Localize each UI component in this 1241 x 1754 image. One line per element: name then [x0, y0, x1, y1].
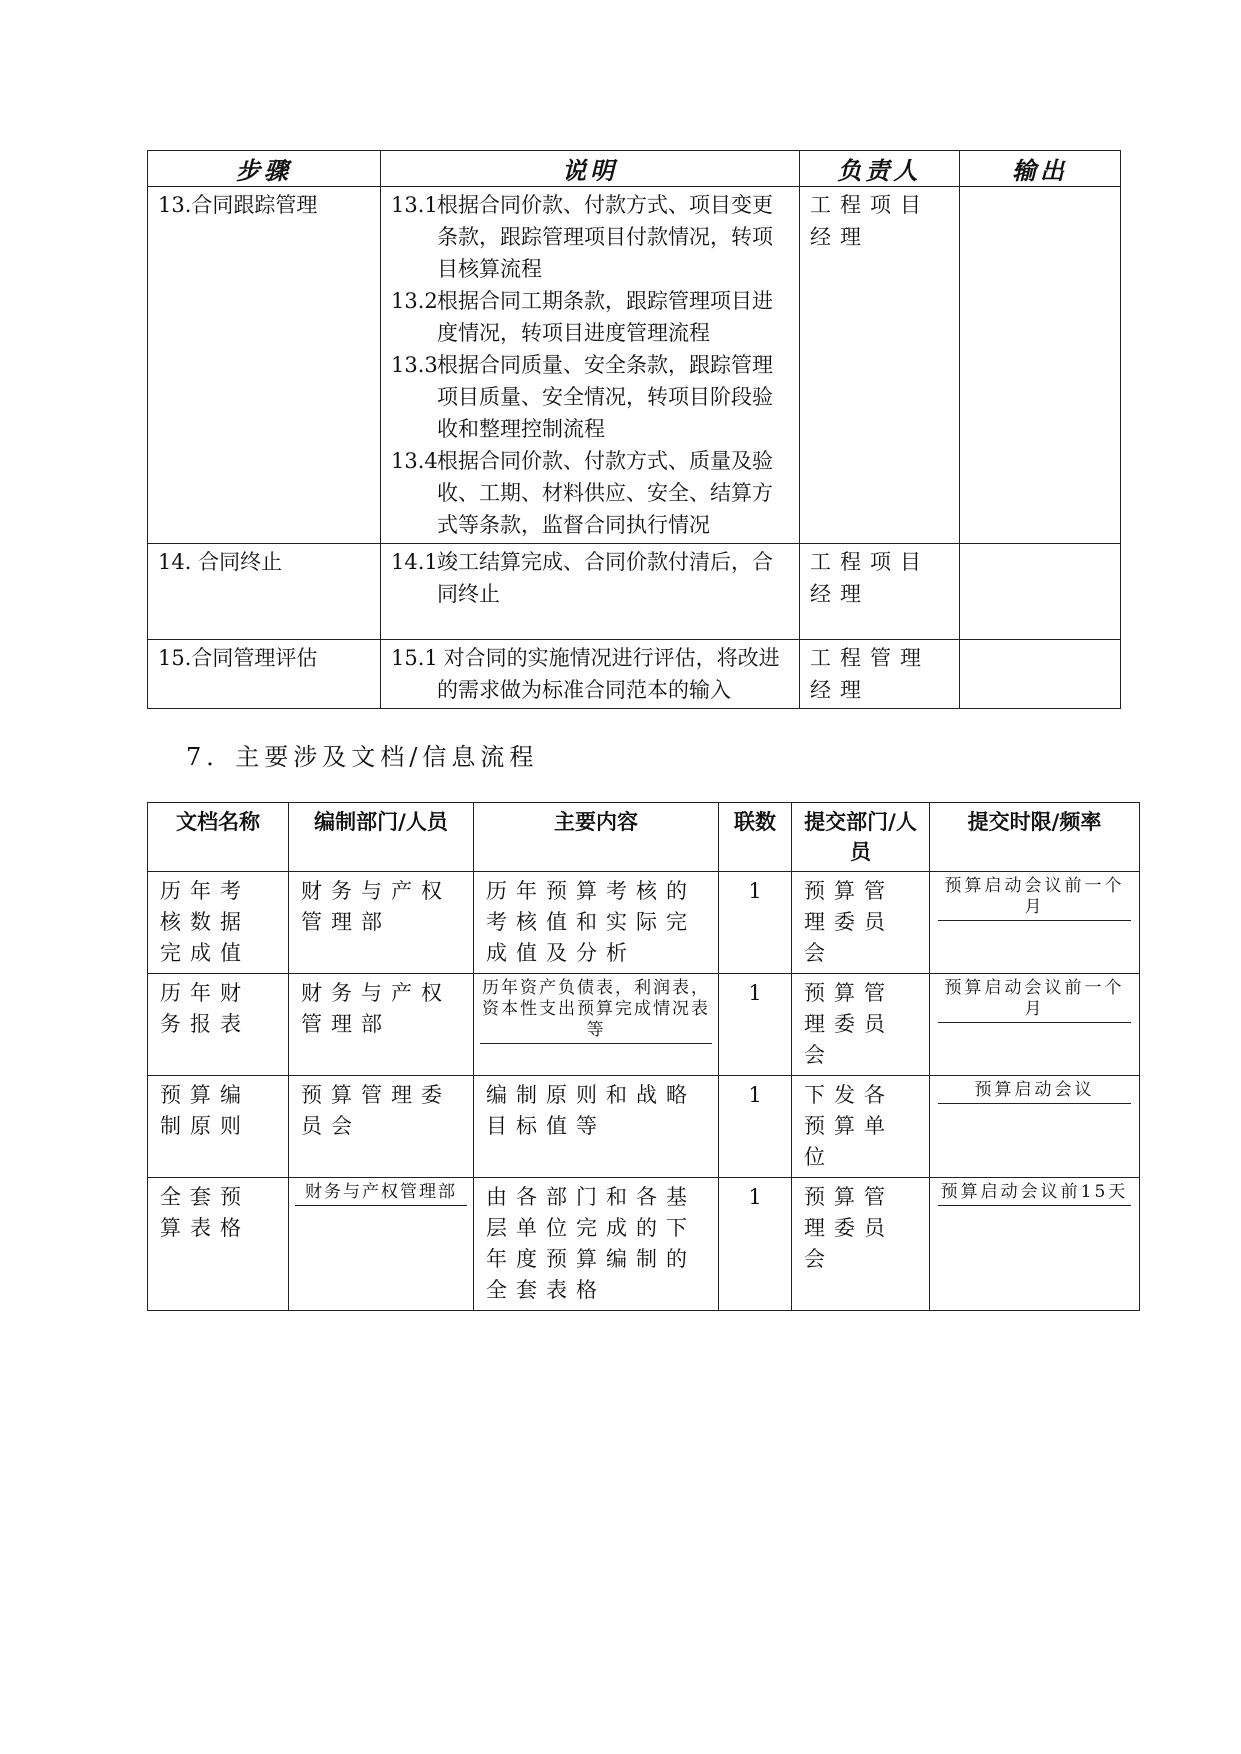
- document-name-cell: 历年考核数据完成值: [148, 872, 289, 974]
- submit-to-cell: 预算管理委员会: [792, 974, 930, 1076]
- document-table-header: [148, 803, 1140, 872]
- header-description: 说明: [381, 151, 800, 187]
- sub-item-number: 15.1: [391, 646, 438, 670]
- table-row: [148, 1076, 1140, 1178]
- deadline-text: 预算启动会议: [938, 1080, 1131, 1104]
- copies-cell: 1: [719, 1178, 792, 1311]
- header-copies: 联数: [719, 803, 792, 872]
- sub-item-number: 13.3: [391, 353, 438, 377]
- sub-item-number: 13.1: [391, 193, 438, 217]
- sub-item-text: 竣工结算完成、合同价款付清后，合同终止: [437, 550, 773, 606]
- table-row: [148, 974, 1140, 1076]
- prepared-by-cell: 财务与产权管理部: [289, 872, 474, 974]
- main-content-cell: 由各部门和各基层单位完成的下年度预算编制的全套表格: [474, 1178, 719, 1311]
- process-table-header: [148, 151, 1121, 187]
- document-name-cell: 预算编制原则: [148, 1076, 289, 1178]
- table-row: [148, 640, 1121, 709]
- header-submit-to: 提交部门/人员: [792, 803, 930, 872]
- prepared-by-text: 财务与产权管理部: [295, 1182, 467, 1206]
- main-content-text: 历年资产负债表，利润表，资本性支出预算完成情况表等: [480, 978, 712, 1044]
- sub-item-text: 根据合同工期条款，跟踪管理项目进度情况，转项目进度管理流程: [437, 289, 773, 345]
- document-flow-table: [147, 802, 1140, 1311]
- submit-to-cell: 预算管理委员会: [792, 872, 930, 974]
- prepared-by-cell: 预算管理委员会: [289, 1076, 474, 1178]
- process-steps-table: [147, 150, 1121, 709]
- sub-item: [391, 445, 791, 541]
- deadline-cell: [930, 872, 1140, 974]
- document-name-cell: 全套预算表格: [148, 1178, 289, 1311]
- deadline-cell: [930, 1076, 1140, 1178]
- sub-item-text: 根据合同价款、付款方式、项目变更条款，跟踪管理项目付款情况，转项目核算流程: [437, 193, 773, 281]
- submit-to-cell: 预算管理委员会: [792, 1178, 930, 1311]
- table-row: [148, 187, 1121, 544]
- sub-item-number: 13.2: [391, 289, 438, 313]
- deadline-text: 预算启动会议前15天: [938, 1182, 1131, 1206]
- section-heading: 7．主要涉及文档/信息流程: [186, 743, 539, 771]
- sub-item-text: 根据合同质量、安全条款，跟踪管理项目质量、安全情况，转项目阶段验收和整理控制流程: [437, 353, 773, 441]
- deadline-cell: [930, 1178, 1140, 1311]
- submit-to-cell: 下发各预算单位: [792, 1076, 930, 1178]
- sub-item-text: 对合同的实施情况进行评估，将改进的需求做为标准合同范本的输入: [437, 646, 780, 702]
- output-cell: [960, 544, 1121, 640]
- owner-cell: 工程项目经理: [800, 544, 960, 640]
- sub-item-text: 根据合同价款、付款方式、质量及验收、工期、材料供应、安全、结算方式等条款，监督合同执行情况: [437, 449, 773, 537]
- sub-item-number: 13.4: [391, 449, 438, 473]
- header-step: 步骤: [148, 151, 381, 187]
- owner-cell: 工程项目经理: [800, 187, 960, 544]
- step-cell: 15.合同管理评估: [148, 640, 381, 709]
- header-deadline: 提交时限/频率: [930, 803, 1140, 872]
- copies-cell: 1: [719, 1076, 792, 1178]
- deadline-text: 预算启动会议前一个月: [938, 978, 1131, 1023]
- sub-item: [391, 285, 791, 349]
- header-document-name: 文档名称: [148, 803, 289, 872]
- step-cell: 14. 合同终止: [148, 544, 381, 640]
- description-cell: [381, 544, 800, 640]
- sub-item: [391, 349, 791, 445]
- header-prepared-by: 编制部门/人员: [289, 803, 474, 872]
- header-main-content: 主要内容: [474, 803, 719, 872]
- sub-item-number: 14.1: [391, 550, 438, 574]
- document-name-cell: 历年财务报表: [148, 974, 289, 1076]
- table-row: [148, 544, 1121, 640]
- step-cell: 13.合同跟踪管理: [148, 187, 381, 544]
- copies-cell: 1: [719, 872, 792, 974]
- output-cell: [960, 187, 1121, 544]
- main-content-cell: [474, 974, 719, 1076]
- output-cell: [960, 640, 1121, 709]
- table-row: [148, 1178, 1140, 1311]
- sub-item: [391, 642, 791, 706]
- sub-item: [391, 546, 791, 610]
- header-output: 输出: [960, 151, 1121, 187]
- deadline-text: 预算启动会议前一个月: [938, 876, 1131, 921]
- header-owner: 负责人: [800, 151, 960, 187]
- owner-cell: 工程管理经理: [800, 640, 960, 709]
- table-row: [148, 872, 1140, 974]
- description-cell: [381, 640, 800, 709]
- prepared-by-cell: 财务与产权管理部: [289, 974, 474, 1076]
- copies-cell: 1: [719, 974, 792, 1076]
- description-cell: [381, 187, 800, 544]
- main-content-cell: 历年预算考核的考核值和实际完成值及分析: [474, 872, 719, 974]
- prepared-by-cell: [289, 1178, 474, 1311]
- sub-item: [391, 189, 791, 285]
- deadline-cell: [930, 974, 1140, 1076]
- main-content-cell: 编制原则和战略目标值等: [474, 1076, 719, 1178]
